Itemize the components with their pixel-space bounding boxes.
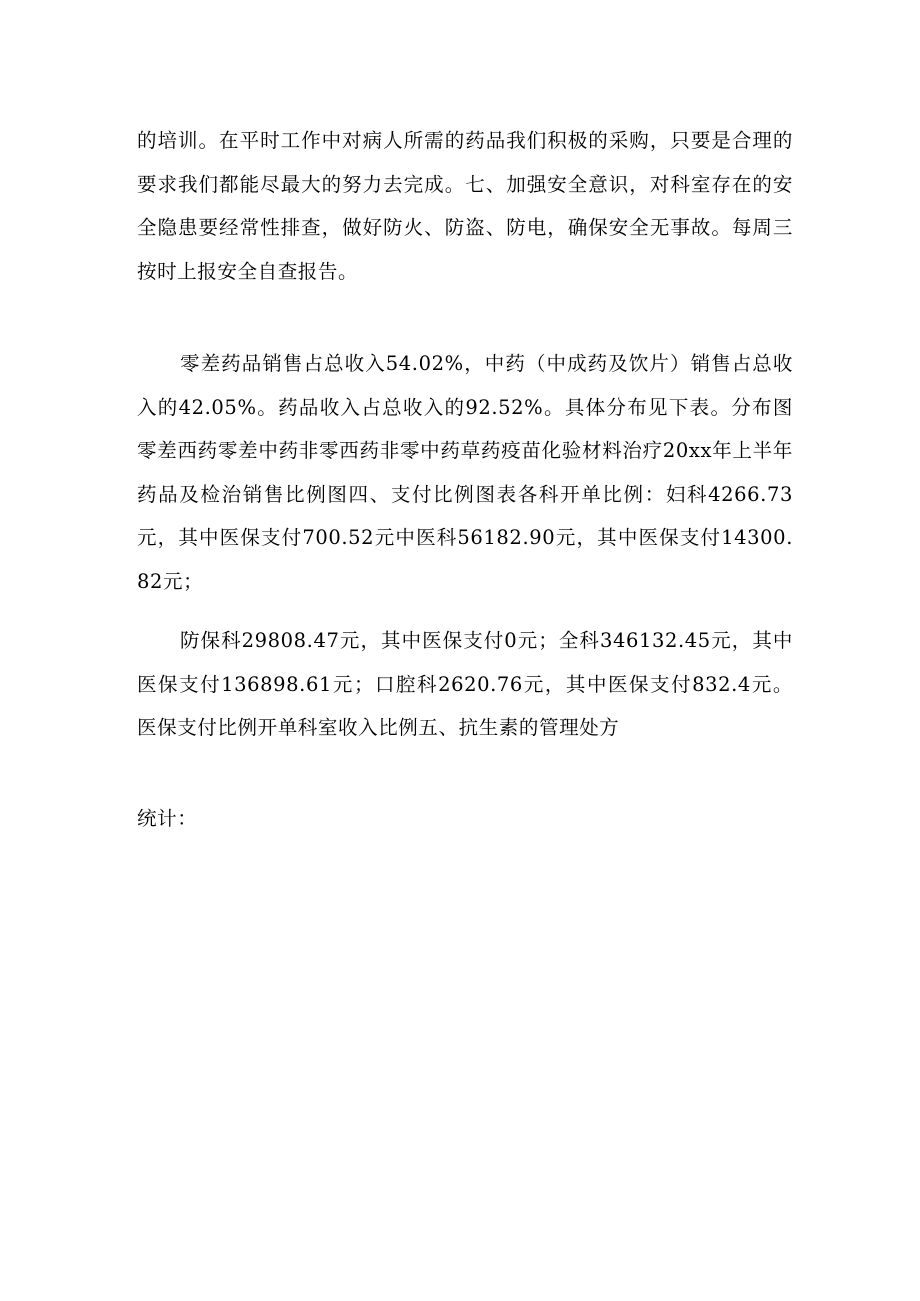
- paragraph-text: 的培训。在平时工作中对病人所需的药品我们积极的采购，只要是合理的要求我们都能尽最大的努力去完成。七、加强安全意识，对科室存在的安全隐患要经常性排查，做好防火、防盗、防电，确保安全无事故。每周三按时上报安全自查报告。: [137, 129, 793, 283]
- paragraph-text: 统计：: [137, 807, 198, 830]
- paragraph-training-safety: [137, 119, 793, 293]
- paragraph-drug-sales: [137, 342, 793, 604]
- paragraph-department-payments: [137, 619, 793, 750]
- paragraph-statistics-label: [137, 797, 793, 841]
- paragraph-text: 防保科29808.47元，其中医保支付0元；全科346132.45元，其中医保支付136898.61元；口腔科2620.76元，其中医保支付832.4元。医保支付比例开单科室收入比例五、抗生素的管理处方: [137, 629, 793, 740]
- paragraph-text: 零差药品销售占总收入54.02%，中药（中成药及饮片）销售占总收入的42.05%。药品收入占总收入的92.52%。具体分布见下表。分布图零差西药零差中药非零西药非零中药草药疫苗化验材料治疗20xx年上半年药品及检治销售比例图四、支付比例图表各科开单比例：妇科4266.73元，其中医保支付700.52元中医科56182.90元，其中医保支付14300.82元；: [137, 352, 793, 593]
